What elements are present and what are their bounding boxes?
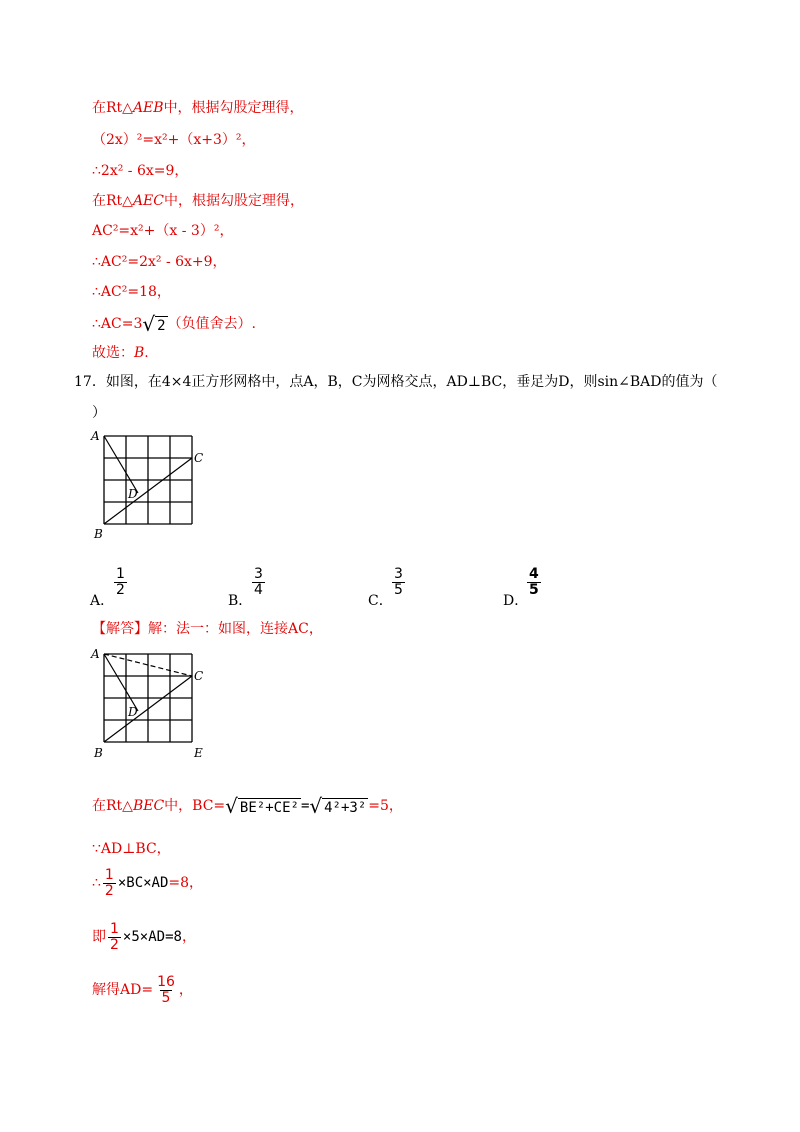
question-close-paren: ） [92,405,106,421]
label-d: D [128,705,138,719]
text: （负值舍去）. [167,316,257,332]
sol-line-2: （2x）²=x²+（x+3）²， [92,132,256,148]
numerator: 3 [254,566,263,582]
text: 即 [92,929,106,945]
area-line [92,866,203,900]
text: 故选： [92,345,134,361]
sol-line-3: ∴2x² - 6x=9， [92,163,189,179]
sol-line-1 [92,99,304,117]
question-text: 如图，在4×4正方形网格中，点A，B，C为网格交点，AD⊥BC，垂足为D，则sin∠BAD的值为（ [105,374,718,390]
label-c: C [194,669,204,683]
option-fraction [114,567,127,598]
triangle-name: AEB [132,100,164,116]
option-label: A． [90,593,115,609]
sol-line-4 [92,192,304,210]
option-label: C． [368,593,393,609]
numerator: 1 [104,866,114,883]
option-fraction [392,567,405,598]
denominator: 5 [394,582,403,598]
text: 中，BC= [164,798,226,814]
numerator: 1 [110,920,119,937]
denominator: 2 [104,882,114,899]
label-b: B [94,746,103,760]
numerator: 1 [116,566,125,582]
option-fraction [252,567,265,598]
sol-line-9 [92,344,149,362]
expression: ×5×AD=8 [122,929,182,945]
question-number: 17． [74,374,106,390]
radicand: BE²+CE² [239,800,299,816]
radicand: 4²+3² [324,800,367,816]
numerator: 3 [394,566,403,582]
segment-ad [104,654,138,711]
triangle-name: AEC [132,193,164,209]
denominator: 5 [161,989,171,1006]
text: 中，根据勾股定理得， [163,193,304,209]
triangle-name: BEC [132,798,165,814]
sqrt-expression: √ 4²+3² [309,794,367,818]
label-e: E [194,746,203,760]
solve-line [92,972,193,1008]
answer-tag: 【解答】 [92,621,148,637]
text: =8， [168,875,204,891]
text: 在Rt△ [92,798,133,814]
answer-intro: 解：法一：如图，连接AC， [148,621,323,637]
bc-line [92,795,403,817]
sol-line-5: AC²=x²+（x - 3）²， [92,223,234,239]
option-label: D． [503,593,529,609]
sol-line-6: ∴AC²=2x² - 6x+9， [92,254,227,270]
text: 中，根据勾股定理得， [163,100,304,116]
sqrt-expression: √ 2 [142,312,166,336]
answer: B [134,345,145,361]
text: 在Rt△ [92,193,133,209]
text: ， [181,929,196,945]
text: 在Rt△ [92,100,133,116]
half-fraction [108,922,121,953]
grid-lines [104,654,192,742]
option-label: B． [228,593,253,609]
answer-header [92,620,323,638]
perp-line: ∵AD⊥BC， [92,841,171,857]
label-a: A [91,429,100,443]
denominator: 2 [116,582,125,598]
question-17 [74,373,718,391]
grid-lines [104,436,192,524]
numerator: 4 [529,566,539,582]
equals-sign: = [300,798,310,814]
text: ∴AC=3 [92,316,143,332]
ad-fraction [155,975,177,1006]
label-a: A [91,647,100,661]
expression: ×BC×AD [117,875,169,891]
denominator: 5 [529,582,539,598]
sol-line-8 [92,313,256,335]
sqrt-expression: √ BE²+CE² [225,794,299,818]
numerator: 16 [157,973,175,990]
segment-ad [104,436,138,493]
radicand: 2 [157,318,166,334]
denominator: 4 [254,582,263,598]
text: . [144,345,149,361]
sol-line-7: ∴AC²=18， [92,284,171,300]
grid-figure [88,428,218,543]
ji-line [92,920,196,954]
text: ， [178,982,193,998]
solution-grid-figure [88,644,218,762]
label-b: B [94,527,103,541]
text: 解得AD= [92,982,154,998]
label-c: C [194,451,204,465]
text: ∴ [92,875,101,891]
option-fraction [527,567,541,598]
denominator: 2 [110,936,119,953]
label-d: D [128,487,138,501]
half-fraction [103,868,116,899]
text: =5， [368,798,403,814]
